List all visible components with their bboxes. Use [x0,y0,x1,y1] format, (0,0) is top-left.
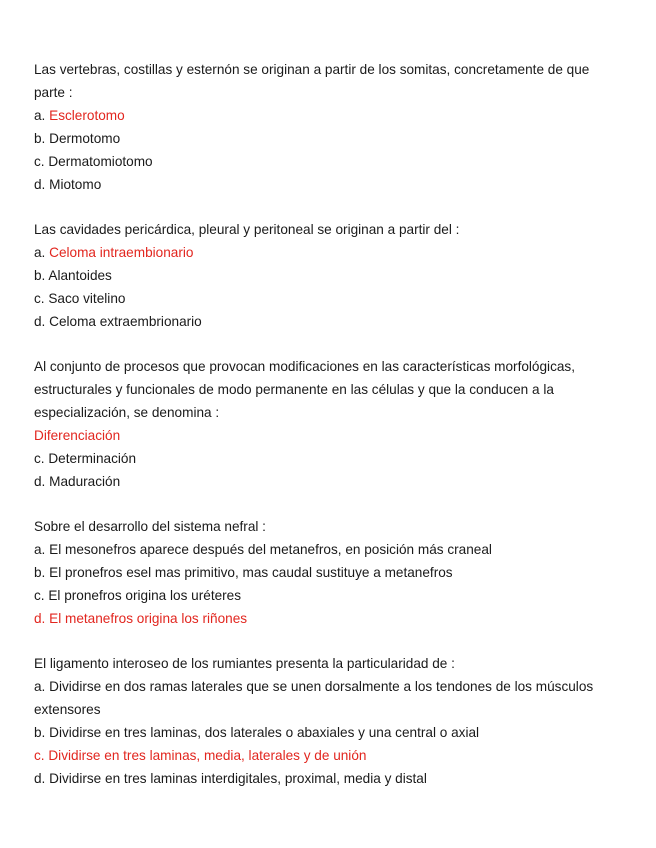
option-text: Celoma intraembionario [49,245,194,260]
option-text: Celoma extraembrionario [49,314,202,329]
option-text: Dividirse en dos ramas laterales que se unen dorsalmente a los tendones de los músculos extensores [34,679,594,717]
question-stem: Las vertebras, costillas y esternón se originan a partir de los somitas, concretamente de que parte : [34,62,590,100]
option-text: Miotomo [49,177,102,192]
option-text: Diferenciación [34,428,121,443]
option-text: El pronefros origina los uréteres [48,588,242,603]
option-b [34,561,624,584]
option-prefix: a. [34,679,50,694]
option-prefix: a. [34,108,50,123]
option-b [34,127,624,150]
option-prefix: b. [34,725,50,740]
question-stem: Al conjunto de procesos que provocan modificaciones en las características morfológicas, estructurales y funcionales de modo permanente en las células y que la conducen a la especialización, se denomina : [34,359,576,420]
option-b [34,721,624,744]
option-d [34,173,624,196]
question-2 [34,218,624,333]
option-prefix: c. [34,748,49,763]
option-prefix: d. [34,771,50,786]
option-text: Dividirse en tres laminas, dos laterales o abaxiales y una central o axial [49,725,480,740]
option-c [34,447,624,470]
option-a [34,241,624,264]
option-prefix: b. [34,131,50,146]
option-prefix: c. [34,588,49,603]
option-c [34,584,624,607]
question-stem: Sobre el desarrollo del sistema nefral : [34,519,266,534]
option-prefix: b. [34,565,50,580]
option-text: El pronefros esel mas primitivo, mas caudal sustituye a metanefros [49,565,453,580]
option-correct [34,424,624,447]
option-text: Alantoides [48,268,112,283]
question-4 [34,515,624,630]
quiz-document [34,58,624,812]
option-text: Saco vitelino [48,291,126,306]
option-text: Dividirse en tres laminas, media, laterales y de unión [48,748,367,763]
option-d [34,470,624,493]
question-1 [34,58,624,196]
question-stem: El ligamento interoseo de los rumiantes presenta la particularidad de : [34,656,455,671]
option-d [34,607,624,630]
option-text: Dividirse en tres laminas interdigitales, proximal, media y distal [49,771,427,786]
option-a [34,675,624,721]
option-text: Dermotomo [49,131,121,146]
option-prefix: a. [34,542,50,557]
question-stem: Las cavidades pericárdica, pleural y peritoneal se originan a partir del : [34,222,460,237]
option-prefix: b. [34,268,49,283]
option-text: El mesonefros aparece después del metanefros, en posición más craneal [49,542,492,557]
option-d [34,767,624,790]
option-prefix: d. [34,474,50,489]
option-text: El metanefros origina los riñones [49,611,248,626]
option-c [34,744,624,767]
option-d [34,310,624,333]
option-a [34,538,624,561]
option-c [34,150,624,173]
option-prefix: a. [34,245,50,260]
option-b [34,264,624,287]
option-prefix: d. [34,314,50,329]
option-prefix: c. [34,154,49,169]
option-prefix: d. [34,611,50,626]
option-text: Dermatomiotomo [48,154,153,169]
option-c [34,287,624,310]
option-text: Maduración [49,474,121,489]
option-prefix: d. [34,177,50,192]
question-5 [34,652,624,790]
option-text: Esclerotomo [49,108,125,123]
option-a [34,104,624,127]
option-prefix: c. [34,451,49,466]
question-3 [34,355,624,493]
option-text: Determinación [48,451,137,466]
option-prefix: c. [34,291,49,306]
